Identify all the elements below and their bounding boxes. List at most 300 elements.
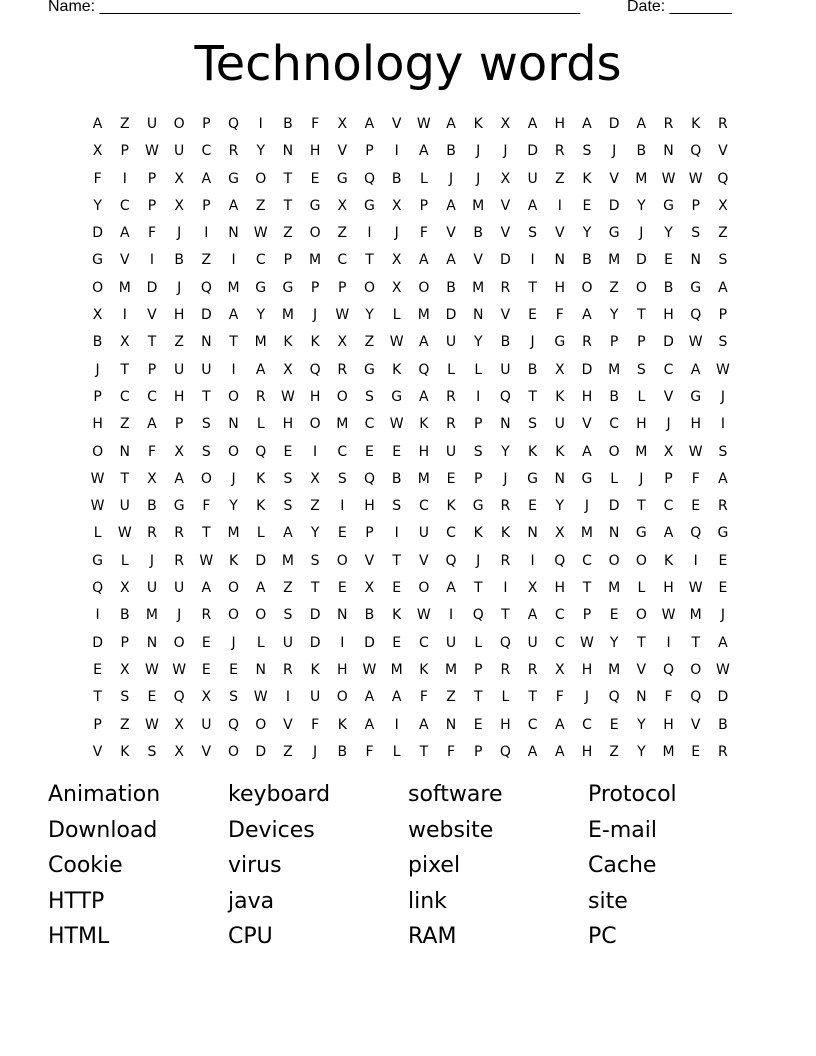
grid-letter: Z [283, 225, 293, 242]
grid-letter: X [92, 143, 103, 160]
grid-letter: A [690, 361, 701, 378]
grid-letter: W [145, 661, 159, 678]
grid-letter: R [500, 498, 511, 515]
grid-letter: A [419, 388, 429, 405]
grid-letter: J [177, 607, 182, 624]
grid-letter: L [501, 689, 510, 706]
grid-letter: J [313, 307, 318, 324]
grid-letter: F [93, 170, 102, 187]
grid-letter: O [418, 279, 430, 296]
grid-letter: U [445, 634, 457, 651]
grid-letter: Z [446, 689, 456, 706]
grid-letter: K [528, 443, 538, 460]
grid-letter: W [280, 388, 295, 405]
grid-letter: U [445, 334, 457, 351]
grid-letter: X [174, 170, 184, 187]
word-list-item: Protocol [588, 782, 677, 807]
grid-letter: V [636, 661, 647, 678]
grid-letter: K [419, 661, 429, 678]
grid-letter: N [119, 443, 131, 460]
grid-letter: X [554, 525, 565, 542]
grid-letter: D [146, 279, 158, 296]
grid-letter: D [608, 498, 620, 515]
grid-letter: H [309, 388, 321, 405]
grid-letter: P [473, 661, 483, 678]
grid-letter: A [663, 525, 674, 542]
grid-letter: G [717, 525, 729, 542]
grid-letter: C [527, 716, 538, 733]
word-list-item: PC [588, 924, 617, 949]
grid-letter: O [92, 279, 104, 296]
grid-letter: G [608, 225, 620, 242]
grid-letter: P [147, 361, 157, 378]
grid-letter: J [95, 361, 100, 378]
grid-letter: L [637, 388, 646, 405]
grid-letter: D [309, 607, 321, 624]
grid-letter: E [201, 634, 211, 651]
grid-letter: A [554, 743, 565, 760]
grid-letter: M [608, 580, 621, 597]
grid-letter: W [253, 225, 268, 242]
grid-letter: H [581, 388, 593, 405]
grid-letter: I [448, 607, 454, 624]
grid-letter: E [392, 580, 402, 597]
grid-letter: W [145, 143, 159, 160]
grid-letter: R [527, 661, 538, 678]
grid-letter: W [688, 170, 703, 187]
grid-letter: Y [637, 743, 646, 760]
grid-letter: R [446, 388, 456, 405]
grid-letter: R [718, 116, 728, 132]
grid-letter: A [255, 580, 266, 597]
grid-letter: G [309, 197, 321, 214]
grid-letter: J [476, 552, 481, 569]
grid-letter: S [201, 416, 211, 433]
grid-letter: N [554, 470, 566, 487]
grid-letter: A [201, 580, 212, 597]
grid-letter: F [447, 743, 456, 760]
grid-letter: Y [555, 498, 565, 515]
grid-letter: X [337, 197, 348, 214]
grid-letter: Z [310, 498, 320, 515]
grid-letter: O [228, 580, 240, 597]
grid-letter: S [392, 498, 402, 515]
grid-letter: U [418, 525, 429, 542]
grid-letter: D [527, 143, 538, 160]
grid-letter: R [255, 388, 266, 405]
grid-letter: J [448, 170, 454, 187]
grid-letter: F [555, 307, 564, 324]
grid-letter: A [228, 197, 239, 214]
grid-letter: N [255, 661, 266, 678]
grid-letter: O [336, 552, 348, 569]
grid-letter: M [608, 252, 621, 269]
grid-letter: W [117, 525, 132, 542]
grid-letter: Q [200, 279, 212, 296]
grid-letter: T [419, 743, 429, 760]
grid-letter: U [500, 361, 511, 378]
grid-letter: D [92, 634, 103, 651]
grid-letter: W [688, 580, 703, 597]
grid-letter: Z [337, 225, 348, 242]
grid-letter: C [147, 388, 157, 405]
grid-letter: U [174, 580, 185, 597]
grid-letter: F [147, 443, 156, 460]
grid-letter: P [147, 197, 157, 214]
grid-letter: E [473, 716, 483, 733]
grid-letter: Y [365, 307, 374, 324]
grid-letter: B [391, 170, 402, 187]
grid-letter: O [309, 225, 321, 242]
grid-letter: J [584, 498, 590, 515]
grid-letter: N [282, 143, 294, 160]
grid-letter: J [476, 170, 481, 187]
grid-letter: C [554, 607, 565, 624]
grid-letter: D [92, 225, 103, 242]
grid-letter: H [554, 279, 566, 296]
grid-letter: A [419, 143, 429, 160]
grid-letter: B [446, 279, 456, 296]
grid-letter: Z [174, 334, 184, 351]
grid-letter: M [608, 361, 621, 378]
grid-letter: I [313, 443, 318, 460]
grid-letter: H [554, 116, 566, 132]
grid-letter: A [718, 470, 728, 487]
grid-letter: A [201, 170, 212, 187]
grid-letter: E [609, 607, 619, 624]
grid-letter: J [394, 225, 399, 242]
grid-letter: T [637, 498, 646, 515]
grid-letter: S [201, 443, 211, 460]
grid-letter: D [635, 252, 647, 269]
grid-letter: W [362, 661, 377, 678]
grid-letter: U [554, 416, 565, 433]
grid-letter: U [146, 580, 158, 597]
grid-letter: Y [256, 307, 265, 324]
letter-grid [84, 111, 737, 766]
grid-letter: I [557, 197, 562, 214]
grid-letter: H [92, 416, 103, 433]
grid-letter: Z [364, 334, 375, 351]
grid-letter: W [253, 689, 268, 706]
grid-letter: I [720, 416, 725, 433]
grid-letter: O [608, 552, 620, 569]
grid-letter: R [663, 116, 674, 132]
grid-letter: M [254, 334, 267, 351]
word-list-item: site [588, 888, 628, 914]
grid-letter: A [283, 525, 293, 542]
grid-letter: L [447, 361, 455, 378]
grid-letter: P [718, 307, 728, 324]
grid-letter: M [227, 525, 240, 542]
grid-letter: E [609, 716, 619, 733]
grid-letter: E [337, 525, 347, 542]
grid-letter: X [554, 361, 565, 378]
grid-letter: J [639, 470, 644, 487]
grid-letter: I [340, 634, 345, 651]
grid-letter: Z [255, 197, 266, 214]
grid-letter: T [310, 580, 320, 597]
grid-letter: A [446, 116, 456, 132]
grid-letter: V [147, 307, 157, 324]
grid-letter: C [582, 716, 592, 733]
grid-letter: B [147, 498, 157, 515]
grid-letter: J [720, 607, 725, 624]
grid-letter: G [228, 170, 239, 187]
grid-letter: O [690, 661, 702, 678]
grid-letter: Q [418, 361, 430, 378]
grid-letter: X [391, 197, 402, 214]
grid-letter: U [527, 170, 538, 187]
grid-letter: Z [201, 252, 212, 269]
grid-letter: P [174, 416, 184, 433]
grid-letter: C [337, 443, 348, 460]
grid-letter: M [472, 279, 485, 296]
grid-letter: C [201, 143, 212, 160]
grid-letter: D [663, 334, 674, 351]
grid-letter: P [473, 743, 483, 760]
grid-letter: O [363, 279, 375, 296]
grid-letter: A [527, 607, 538, 624]
grid-letter: X [92, 307, 103, 324]
grid-letter: M [580, 525, 594, 542]
grid-letter: V [446, 225, 456, 242]
grid-letter: G [663, 197, 674, 214]
grid-letter: F [202, 498, 211, 515]
grid-letter: Q [499, 388, 511, 405]
grid-letter: P [637, 334, 646, 351]
grid-letter: B [473, 225, 484, 242]
word-list-item: HTTP [48, 888, 105, 914]
grid-letter: V [582, 416, 592, 433]
word-list [48, 779, 768, 957]
grid-letter: H [581, 661, 593, 678]
grid-letter: B [527, 361, 538, 378]
grid-letter: L [120, 552, 129, 569]
name-field-label: Name: ______________________________________________________ [48, 0, 581, 15]
grid-letter: A [718, 279, 728, 296]
grid-letter: O [418, 580, 430, 597]
grid-letter: Y [310, 525, 320, 542]
grid-letter: P [609, 334, 619, 351]
grid-letter: E [528, 498, 538, 515]
grid-letter: H [309, 143, 321, 160]
grid-letter: A [419, 252, 429, 269]
grid-letter: I [95, 607, 100, 624]
grid-letter: R [283, 661, 293, 678]
grid-letter: E [691, 743, 701, 760]
grid-letter: Y [582, 225, 592, 242]
grid-letter: C [554, 634, 565, 651]
grid-letter: Q [690, 525, 702, 542]
grid-letter: E [718, 552, 728, 569]
grid-letter: G [635, 525, 647, 542]
grid-letter: M [336, 416, 349, 433]
grid-letter: A [147, 416, 157, 433]
grid-letter: E [365, 443, 374, 460]
grid-letter: S [310, 552, 320, 569]
grid-letter: W [90, 470, 105, 487]
grid-letter: C [446, 525, 456, 542]
grid-letter: H [581, 743, 593, 760]
grid-letter: W [580, 634, 594, 651]
grid-letter: B [718, 716, 728, 733]
grid-letter: P [582, 607, 592, 624]
grid-letter: F [365, 743, 374, 760]
grid-letter: K [446, 498, 456, 515]
grid-letter: A [364, 716, 375, 733]
grid-letter: Q [554, 552, 566, 569]
grid-letter: G [92, 252, 104, 269]
grid-letter: I [530, 552, 535, 569]
grid-letter: A [364, 116, 375, 132]
grid-letter: T [120, 470, 130, 487]
word-list-item: CPU [228, 924, 273, 949]
grid-letter: O [336, 689, 348, 706]
grid-letter: A [582, 116, 592, 132]
grid-letter: T [473, 580, 483, 597]
grid-letter: H [418, 443, 430, 460]
word-list-item: Cookie [48, 853, 123, 878]
grid-letter: A [446, 197, 456, 214]
grid-letter: H [663, 580, 674, 597]
grid-letter: X [119, 334, 130, 351]
grid-letter: S [120, 689, 130, 706]
grid-letter: U [174, 361, 185, 378]
grid-letter: R [554, 143, 565, 160]
grid-letter: F [311, 716, 320, 733]
grid-letter: K [691, 116, 701, 132]
grid-letter: Z [718, 225, 728, 242]
grid-letter: S [229, 689, 238, 706]
grid-letter: B [119, 607, 130, 624]
grid-letter: V [337, 143, 348, 160]
grid-letter: A [582, 307, 592, 324]
grid-letter: D [255, 743, 267, 760]
grid-letter: G [364, 361, 375, 378]
grid-letter: Q [255, 443, 267, 460]
grid-letter: T [365, 252, 374, 269]
grid-letter: T [528, 388, 537, 405]
grid-letter: G [527, 470, 539, 487]
grid-letter: C [582, 552, 592, 569]
grid-letter: S [718, 443, 728, 460]
grid-letter: T [147, 334, 157, 351]
grid-letter: X [364, 580, 375, 597]
grid-letter: W [145, 716, 159, 733]
grid-letter: Z [283, 743, 293, 760]
grid-letter: H [663, 716, 674, 733]
grid-letter: D [200, 307, 212, 324]
grid-letter: D [500, 252, 511, 269]
grid-letter: C [119, 197, 130, 214]
grid-letter: T [120, 361, 130, 378]
grid-letter: O [228, 443, 240, 460]
grid-letter: E [446, 470, 456, 487]
grid-letter: H [554, 580, 566, 597]
grid-letter: D [255, 552, 267, 569]
grid-letter: V [419, 552, 429, 569]
grid-letter: C [119, 388, 130, 405]
grid-letter: S [147, 743, 157, 760]
grid-letter: J [231, 470, 236, 487]
grid-letter: E [283, 443, 293, 460]
grid-letter: A [446, 252, 456, 269]
grid-letter: J [313, 743, 318, 760]
grid-letter: H [663, 307, 674, 324]
grid-letter: E [718, 580, 728, 597]
grid-letter: V [609, 170, 619, 187]
grid-letter: L [392, 743, 401, 760]
grid-letter: X [337, 116, 348, 132]
grid-letter: I [530, 252, 535, 269]
grid-letter: Z [119, 416, 130, 433]
grid-letter: N [636, 689, 647, 706]
grid-letter: S [473, 443, 483, 460]
grid-letter: K [473, 116, 483, 132]
grid-letter: X [119, 661, 130, 678]
word-list-item: virus [228, 853, 282, 878]
grid-letter: K [473, 525, 483, 542]
grid-letter: I [666, 634, 671, 651]
grid-letter: O [228, 607, 240, 624]
grid-letter: L [474, 634, 483, 651]
grid-letter: I [149, 252, 155, 269]
grid-letter: U [282, 634, 294, 651]
grid-letter: X [174, 743, 184, 760]
grid-letter: V [391, 116, 402, 132]
grid-letter: O [255, 607, 267, 624]
grid-letter: O [200, 470, 212, 487]
grid-letter: R [500, 279, 511, 296]
grid-letter: P [473, 470, 483, 487]
grid-letter: O [228, 388, 240, 405]
grid-letter: E [93, 661, 103, 678]
grid-letter: Z [119, 716, 130, 733]
grid-letter: F [555, 689, 564, 706]
grid-letter: E [310, 170, 320, 187]
grid-letter: I [204, 225, 209, 242]
grid-letter: W [389, 416, 404, 433]
grid-letter: T [473, 689, 483, 706]
grid-letter: A [119, 225, 130, 242]
grid-letter: V [663, 388, 674, 405]
grid-letter: C [609, 416, 620, 433]
grid-letter: A [527, 116, 538, 132]
grid-letter: E [147, 689, 157, 706]
grid-letter: Q [608, 689, 620, 706]
grid-letter: V [718, 143, 728, 160]
grid-letter: B [391, 470, 402, 487]
grid-letter: U [146, 116, 158, 132]
grid-letter: X [119, 580, 130, 597]
grid-letter: V [500, 225, 511, 242]
grid-letter: Q [309, 361, 321, 378]
grid-letter: L [419, 170, 428, 187]
grid-letter: N [445, 716, 457, 733]
grid-letter: K [555, 443, 565, 460]
grid-letter: J [476, 143, 481, 160]
grid-letter: V [500, 197, 511, 214]
grid-letter: X [201, 689, 212, 706]
grid-letter: E [582, 197, 592, 214]
word-list-item: HTML [48, 924, 110, 949]
grid-letter: O [173, 116, 185, 132]
grid-letter: P [283, 252, 293, 269]
grid-letter: V [690, 716, 701, 733]
grid-letter: M [390, 661, 403, 678]
grid-letter: I [693, 552, 698, 569]
